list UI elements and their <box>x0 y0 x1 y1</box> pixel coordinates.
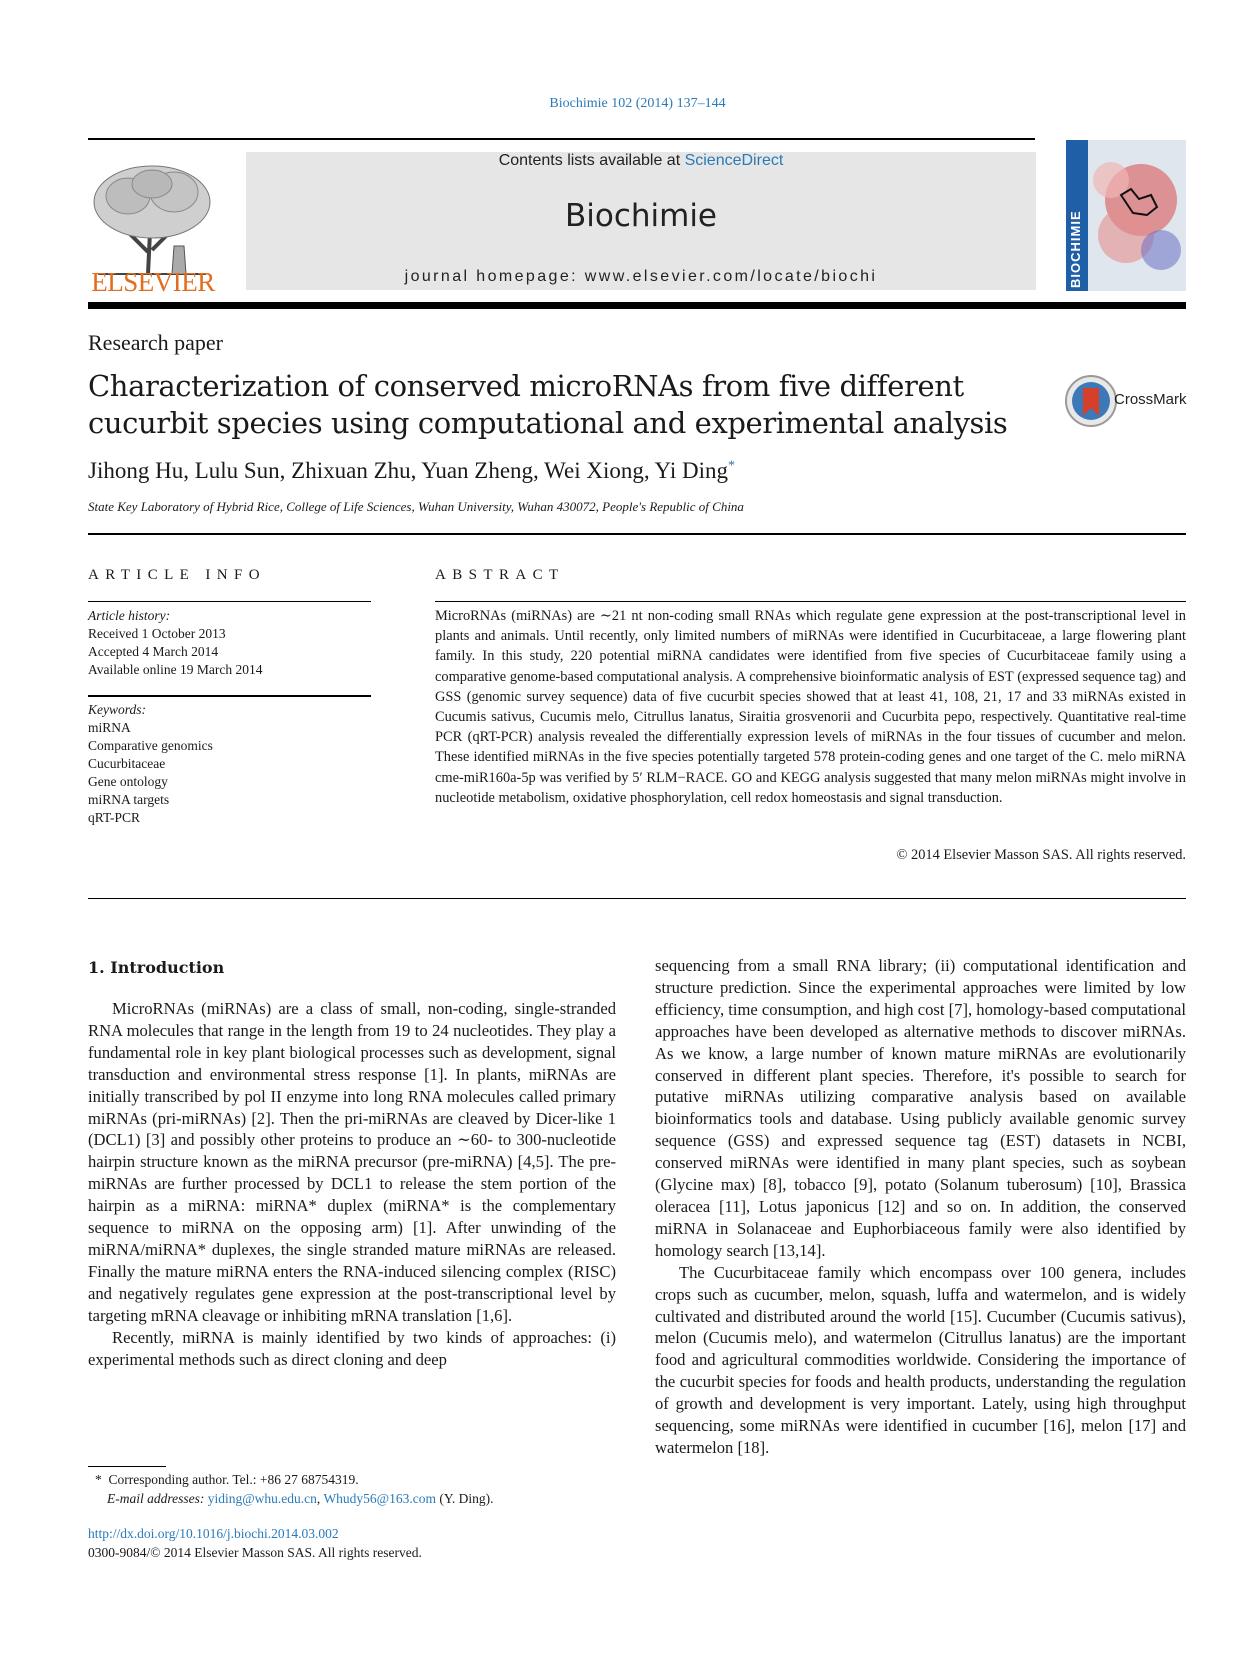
contents-prefix: Contents lists available at <box>498 152 685 169</box>
abstract-text: MicroRNAs (miRNAs) are ∼21 nt non-coding small RNAs which regulate gene expression at the post-transcriptional level in plants and animals. Until recently, only limited numbers of miRNAs were identified in Cucurbitaceae, a large flowering plant family. In this study, 220 potential miRNA candidates were identified from five species of Cucurbitaceae family using a comparative genome-based computational analysis. A comprehensive bioinformatic analysis of EST (expressed sequence tag) and GSS (genomic survey sequence) data of five cucurbit species showed that at least 41, 108, 21, 17 and 33 miRNAs existed in Cucumis sativus, Cucumis melo, Citrullus lanatus, Siraitia grosvenorii and Cucurbita pepo, respectively. Quantitative real-time PCR (qRT-PCR) analysis revealed the differentially expression levels of miRNAs in the four tissues of cucumber and melon. These identified miRNAs in the five species potentially targeted 578 protein-coding genes and one target of the C. melo miRNA cme-miR160a-5p was verified by 5′ RLM−RACE. GO and KEGG analysis suggested that many melon miRNAs might involve in nucleotide metabolism, oxidative phosphorylation, cell redox homeostasis and signal transduction. <box>435 608 1186 806</box>
email-link[interactable]: Whudy56@163.com <box>323 1491 436 1506</box>
body-paragraph: Recently, miRNA is mainly identified by two kinds of approaches: (i) experimental methods such as direct cloning and deep <box>88 1327 616 1369</box>
history-label: Article history: <box>88 608 171 623</box>
footnote <box>95 1470 655 1508</box>
contents-line <box>246 152 1036 170</box>
history-accepted: Accepted 4 March 2014 <box>88 644 219 659</box>
article-info-heading: ARTICLE INFO <box>88 567 266 583</box>
body-column-left <box>88 998 616 1370</box>
email-link[interactable]: yiding@whu.edu.cn <box>207 1491 317 1506</box>
abstract-copyright: © 2014 Elsevier Masson SAS. All rights reserved. <box>896 847 1186 863</box>
issn-copyright: 0300-9084/© 2014 Elsevier Masson SAS. All rights reserved. <box>88 1545 422 1560</box>
footnote-rule <box>88 1466 166 1467</box>
authors-text: Jihong Hu, Lulu Sun, Zhixuan Zhu, Yuan Zheng, Wei Xiong, Yi Ding <box>88 458 728 483</box>
keyword-item: miRNA <box>88 720 131 735</box>
body-paragraph: The Cucurbitaceae family which encompass over 100 genera, includes crops such as cucumber, melon, squash, luffa and watermelon, and is widely cultivated and distributed around the world [15]. Cucumber (Cucumis sativus), melon (Cucumis melo), and watermelon (Citrullus lanatus) are the important food and agricultural commodities worldwide. Considering the importance of the cucurbit species for foods and health products, understanding the regulation of growth and development is very important. Lately, using high throughput sequencing, some miRNAs were identified in cucumber [16], melon [17] and watermelon [18]. <box>655 1262 1186 1457</box>
title-rule <box>88 533 1186 535</box>
keyword-item: qRT-PCR <box>88 810 140 825</box>
footnote-emails: E-mail addresses: yiding@whu.edu.cn, Whudy56@163.com (Y. Ding). <box>107 1491 494 1506</box>
keywords-label: Keywords: <box>88 702 146 717</box>
crossmark-label[interactable]: CrossMark <box>1114 391 1187 408</box>
journal-citation[interactable]: Biochimie 102 (2014) 137–144 <box>549 96 726 111</box>
author-list <box>88 458 735 484</box>
article-history <box>88 607 371 679</box>
abstract-bottom-rule <box>88 898 1186 899</box>
keywords-rule <box>88 695 371 697</box>
abstract-heading: ABSTRACT <box>435 567 565 583</box>
keyword-item: Cucurbitaceae <box>88 756 166 771</box>
affiliation: State Key Laboratory of Hybrid Rice, College of Life Sciences, Wuhan University, Wuhan 430072, People's Republic of China <box>88 499 744 514</box>
email-suffix: (Y. Ding). <box>439 1491 494 1506</box>
cover-spine-text: BIOCHIMIE <box>1068 210 1083 288</box>
journal-cover-image[interactable] <box>1066 140 1186 291</box>
header-rule <box>88 138 1035 140</box>
footnote-corresponding <box>95 1470 655 1489</box>
header-thick-rule <box>88 302 1186 309</box>
keywords-block <box>88 701 371 827</box>
footnote-text: Corresponding author. Tel.: +86 27 68754319. <box>108 1472 359 1487</box>
abstract-rule <box>435 601 1186 602</box>
corresponding-author-mark[interactable]: * <box>727 458 735 474</box>
journal-homepage[interactable]: journal homepage: www.elsevier.com/locate/biochi <box>404 268 878 285</box>
body-paragraph: sequencing from a small RNA library; (ii) computational identification and structure prediction. Since the experimental approaches were limited by low efficiency, time consumption, and high cost [7], homology-based computational approaches have been developed as alternative methods to discover miRNAs. As we know, a large number of known mature miRNAs are evolutionarily conserved in different plant species. Therefore, it's possible to search for putative miRNAs utilizing comparative analysis based on available bioinformatics tools and database. Using publicly available genomic survey sequence (GSS) and expressed sequence tag (EST) datasets in NCBI, conserved miRNAs were identified in many plant species, such as soybean (Glycine max) [8], tobacco [9], potato (Solanum tuberosum) [10], Brassica oleracea [11], Lotus japonicus [12] and so on. In addition, the conserved miRNA in Solanaceae and Euphorbiaceous family were also identified by homology search [13,14]. <box>655 956 1186 1260</box>
sciencedirect-link[interactable]: ScienceDirect <box>684 152 784 169</box>
keyword-item: Gene ontology <box>88 774 168 789</box>
article-title: Characterization of conserved microRNAs from five different cucurbit species using computational and experimental analysis <box>88 369 1008 440</box>
history-received: Received 1 October 2013 <box>88 626 226 641</box>
keyword-item: Comparative genomics <box>88 738 213 753</box>
journal-name: Biochimie <box>564 198 718 234</box>
elsevier-wordmark: ELSEVIER <box>91 267 215 297</box>
history-online: Available online 19 March 2014 <box>88 662 263 677</box>
article-info-rule <box>88 601 371 602</box>
article-type: Research paper <box>88 330 223 355</box>
introduction-heading: 1. Introduction <box>88 958 225 977</box>
keyword-item: miRNA targets <box>88 792 170 807</box>
body-column-right <box>655 955 1186 1459</box>
cover-spine <box>1066 140 1088 291</box>
footnote-mark: * <box>95 1472 102 1487</box>
crossmark-icon[interactable] <box>1064 374 1118 428</box>
email-label: E-mail addresses: <box>107 1491 205 1506</box>
doi-link[interactable]: http://dx.doi.org/10.1016/j.biochi.2014.03.002 <box>88 1526 339 1541</box>
body-paragraph: MicroRNAs (miRNAs) are a class of small, non-coding, single-stranded RNA molecules that range in the length from 19 to 24 nucleotides. They play a fundamental role in key plant biological processes such as development, signal transduction and environmental stress response [1]. In plants, miRNAs are initially transcribed by pol II enzyme into long RNA molecules called primary miRNAs (pri-miRNAs) [2]. Then the pri-miRNAs are cleaved by Dicer-like 1 (DCL1) [3] and possibly other proteins to produce an ∼60- to 300-nucleotide hairpin structure known as the miRNA precursor (pre-miRNA) [4,5]. The pre-miRNAs are further processed by DCL1 to release the stem portion of the hairpin as a miRNA: miRNA* duplex (miRNA* is the complementary sequence to miRNA on the opposing arm) [1]. After unwinding of the miRNA/miRNA* duplexes, the single stranded mature miRNAs are released. Finally the mature miRNA enters the RNA-induced silencing complex (RISC) and negatively regulates gene expression at the post-transcriptional level by targeting mRNA cleavage or inhibiting mRNA translation [1,6]. <box>88 999 616 1325</box>
